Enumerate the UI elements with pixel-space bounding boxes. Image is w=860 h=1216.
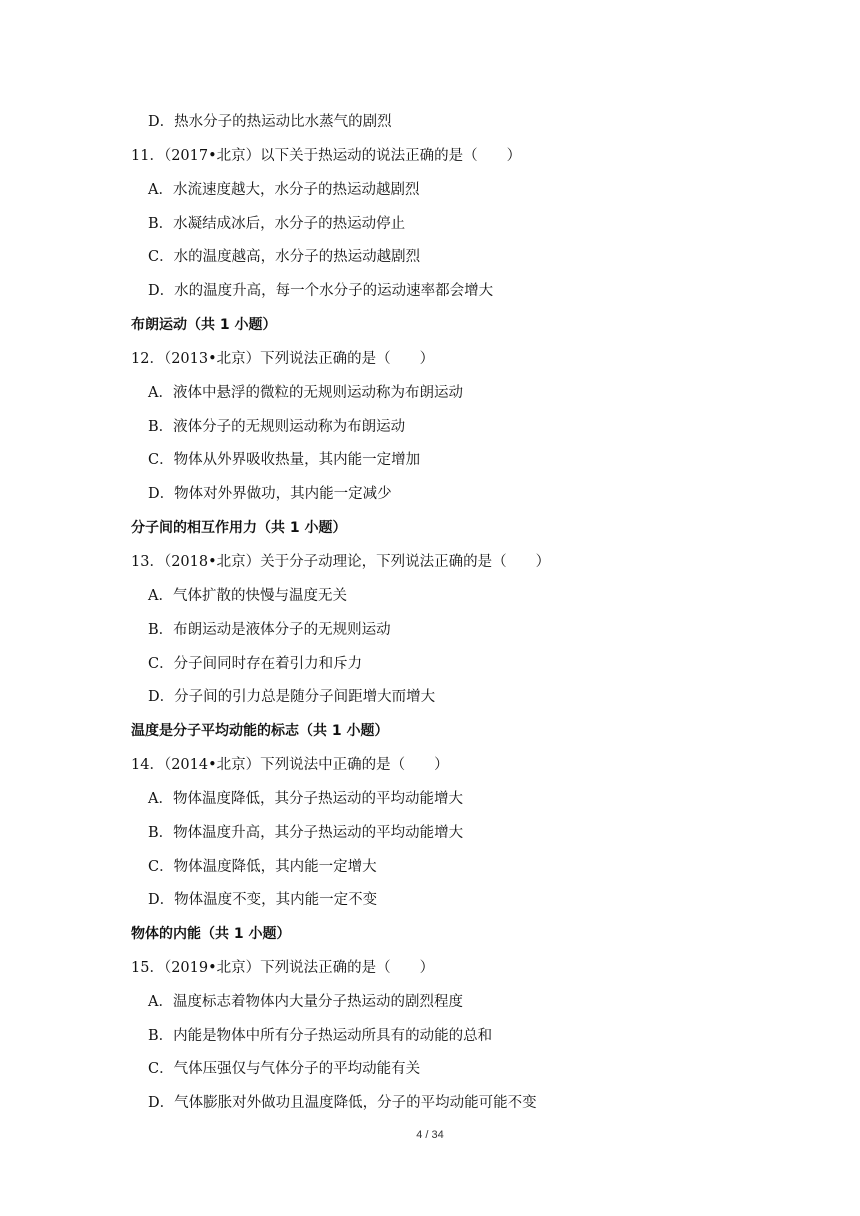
section-heading: 分子间的相互作用力（共 1 小题） xyxy=(131,520,347,536)
section-heading: 温度是分子平均动能的标志（共 1 小题） xyxy=(131,723,389,739)
option-line: A．物体温度降低，其分子热运动的平均动能增大 xyxy=(148,791,463,807)
section-heading: 物体的内能（共 1 小题） xyxy=(131,926,291,942)
option-line: D．气体膨胀对外做功且温度降低，分子的平均动能可能不变 xyxy=(148,1095,537,1111)
option-line: B．布朗运动是液体分子的无规则运动 xyxy=(148,622,391,638)
section-heading: 布朗运动（共 1 小题） xyxy=(131,317,277,333)
option-line: B．内能是物体中所有分子热运动所具有的动能的总和 xyxy=(148,1028,493,1044)
option-line: D．物体温度不变，其内能一定不变 xyxy=(148,892,378,908)
option-line: D．分子间的引力总是随分子间距增大而增大 xyxy=(148,689,436,705)
question-stem: 13．（2018•北京）关于分子动理论，下列说法正确的是（ ） xyxy=(131,554,551,570)
option-line: B．水凝结成冰后，水分子的热运动停止 xyxy=(148,216,406,232)
question-stem: 15．（2019•北京）下列说法正确的是（ ） xyxy=(131,960,435,976)
question-stem: 11．（2017•北京）以下关于热运动的说法正确的是（ ） xyxy=(131,148,522,164)
option-line: C．水的温度越高，水分子的热运动越剧烈 xyxy=(148,249,421,265)
option-line: C．物体从外界吸收热量，其内能一定增加 xyxy=(148,452,421,468)
option-line: D．水的温度升高，每一个水分子的运动速率都会增大 xyxy=(148,283,494,299)
option-line: C．物体温度降低，其内能一定增大 xyxy=(148,859,377,875)
page-number: 4 / 34 xyxy=(416,1129,444,1141)
option-line: A．气体扩散的快慢与温度无关 xyxy=(148,588,347,604)
option-line: A．液体中悬浮的微粒的无规则运动称为布朗运动 xyxy=(148,385,463,401)
option-line: B．液体分子的无规则运动称为布朗运动 xyxy=(148,419,406,435)
option-line: B．物体温度升高，其分子热运动的平均动能增大 xyxy=(148,825,464,841)
option-line: C．气体压强仅与气体分子的平均动能有关 xyxy=(148,1061,421,1077)
option-line: A．温度标志着物体内大量分子热运动的剧烈程度 xyxy=(148,994,463,1010)
question-stem: 12．（2013•北京）下列说法正确的是（ ） xyxy=(131,351,435,367)
option-line: D．热水分子的热运动比水蒸气的剧烈 xyxy=(148,114,392,130)
question-stem: 14．（2014•北京）下列说法中正确的是（ ） xyxy=(131,757,449,773)
option-line: D．物体对外界做功，其内能一定减少 xyxy=(148,486,392,502)
option-line: C．分子间同时存在着引力和斥力 xyxy=(148,656,363,672)
option-line: A．水流速度越大，水分子的热运动越剧烈 xyxy=(148,182,420,198)
